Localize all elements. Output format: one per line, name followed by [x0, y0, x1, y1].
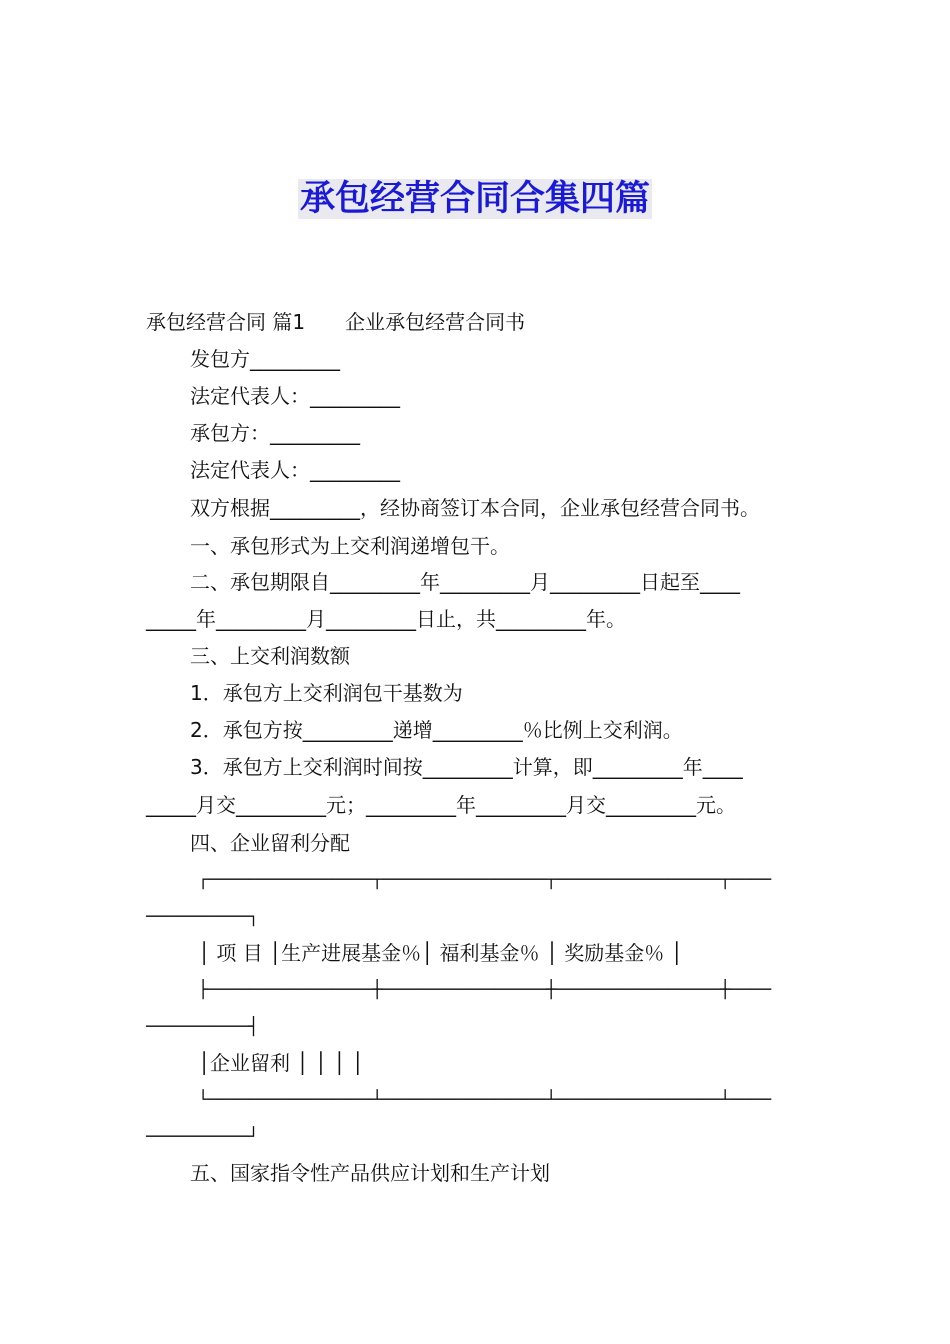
clause-three-item-three: 3．承包方上交利润时间按_________计算，即_________年____ [190, 755, 743, 779]
clause-three-line: 三、上交利润数额 [190, 644, 350, 668]
clause-three-item-one: 1．承包方上交利润包干基数为 [190, 681, 463, 705]
table-data-row: │企业留利 │ │ │ │ [198, 1051, 364, 1075]
party-b-line: 承包方：_________ [190, 421, 360, 445]
clause-three-item-three-continued: _____月交_________元；_________年_________月交_________元。 [146, 793, 736, 817]
party-a-line: 发包方_________ [190, 347, 340, 371]
table-header-row: │ 项 目 │生产进展基金％│ 福利基金％ │ 奖励基金％ │ [198, 941, 683, 965]
agreement-basis-line: 双方根据_________，经协商签订本合同，企业承包经营合同书。 [190, 496, 760, 520]
clause-two-continued-line: _____年_________月_________日止，共_________年。 [146, 607, 626, 631]
clause-two-line: 二、承包期限自_________年_________月_________日起至____ [190, 570, 740, 594]
table-middle-border: ├────────────────┼────────────────┼────────────────┼──── [198, 980, 772, 1000]
section-heading-line: 承包经营合同 篇1 企业承包经营合同书 [146, 310, 526, 334]
document-title-text: 承包经营合同合集四篇 [299, 179, 650, 219]
table-top-border-continued: ──────────┐ [146, 907, 259, 927]
party-b-representative-line: 法定代表人：_________ [190, 458, 400, 482]
table-middle-border-continued: ──────────┤ [146, 1017, 259, 1037]
table-bottom-border-continued: ──────────┘ [146, 1127, 259, 1147]
party-a-representative-line: 法定代表人：_________ [190, 384, 400, 408]
clause-three-item-two: 2．承包方按_________递增_________％比例上交利润。 [190, 718, 683, 742]
clause-one-line: 一、承包形式为上交利润递增包干。 [190, 534, 510, 558]
table-bottom-border: └────────────────┴────────────────┴────────────────┴──── [198, 1090, 772, 1110]
clause-five-line: 五、国家指令性产品供应计划和生产计划 [190, 1161, 550, 1185]
document-title [0, 174, 950, 224]
table-top-border: ┌────────────────┬────────────────┬────────────────┬──── [198, 870, 772, 890]
clause-four-line: 四、企业留利分配 [190, 831, 350, 855]
